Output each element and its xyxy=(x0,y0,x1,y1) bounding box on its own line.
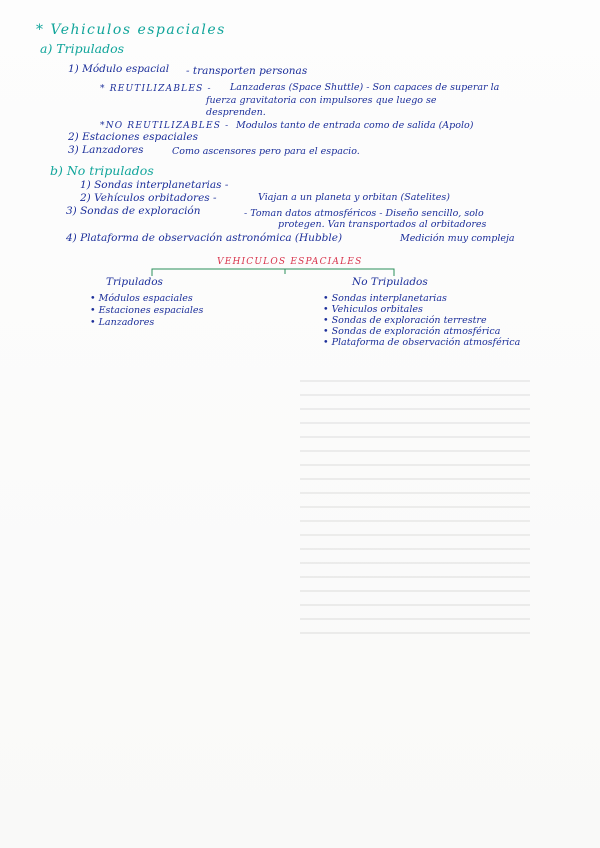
section-a-heading: a) Tripulados xyxy=(40,41,125,56)
diagram-right-item: • Sondas interplanetarias xyxy=(323,293,447,304)
b-item-2-text: Viajan a un planeta y orbitan (Satelites) xyxy=(258,192,450,203)
a-item-3-text: Como ascensores pero para el espacio. xyxy=(172,146,360,157)
diagram-right-item: • Vehiculos orbitales xyxy=(323,304,423,315)
page-title: * Vehiculos espaciales xyxy=(36,22,226,38)
diagram-right-title: No Tripulados xyxy=(352,276,428,288)
b-item-4-text: Medición muy compleja xyxy=(400,233,515,244)
no-reutilizables-text: Modulos tanto de entrada como de salida (Apolo) xyxy=(236,120,474,131)
section-b-heading: b) No tripulados xyxy=(50,163,154,178)
diagram-left-item: • Módulos espaciales xyxy=(90,293,193,304)
diagram-right-item: • Plataforma de observación atmosférica xyxy=(323,337,521,348)
reutilizables-label: * REUTILIZABLES - xyxy=(100,84,212,94)
no-reutilizables-label: *NO REUTILIZABLES - xyxy=(100,121,230,131)
b-item-2-label: 2) Vehículos orbitadores - xyxy=(80,192,217,204)
diagram-root: VEHICULOS ESPACIALES xyxy=(217,257,363,267)
diagram-left-item: • Lanzadores xyxy=(90,317,155,328)
b-item-1: 1) Sondas interplanetarias - xyxy=(80,179,229,191)
a-item-3-label: 3) Lanzadores xyxy=(68,144,144,156)
b-item-3-text-2: protegen. Van transportados al orbitadores xyxy=(278,219,487,230)
a-item-2: 2) Estaciones espaciales xyxy=(68,131,198,143)
reutilizables-text-2: fuerza gravitatoria con impulsores que luego se xyxy=(206,95,437,106)
b-item-3-text-1: - Toman datos atmosféricos - Diseño sencillo, solo xyxy=(244,208,484,219)
diagram-right-item: • Sondas de exploración terrestre xyxy=(323,315,487,326)
a-item-1-label: 1) Módulo espacial xyxy=(68,63,170,75)
b-item-4-label: 4) Plataforma de observación astronómica (Hubble) xyxy=(66,232,343,244)
diagram-left-title: Tripulados xyxy=(106,276,163,288)
diagram-left-item: • Estaciones espaciales xyxy=(90,305,204,316)
reutilizables-text-3: desprenden. xyxy=(206,107,266,118)
b-item-3-label: 3) Sondas de exploración xyxy=(66,205,201,217)
reutilizables-text-1: Lanzaderas (Space Shuttle) - Son capaces de superar la xyxy=(230,82,500,93)
a-item-1-text: - transporten personas xyxy=(186,65,308,77)
diagram-right-item: • Sondas de exploración atmosférica xyxy=(323,326,501,337)
